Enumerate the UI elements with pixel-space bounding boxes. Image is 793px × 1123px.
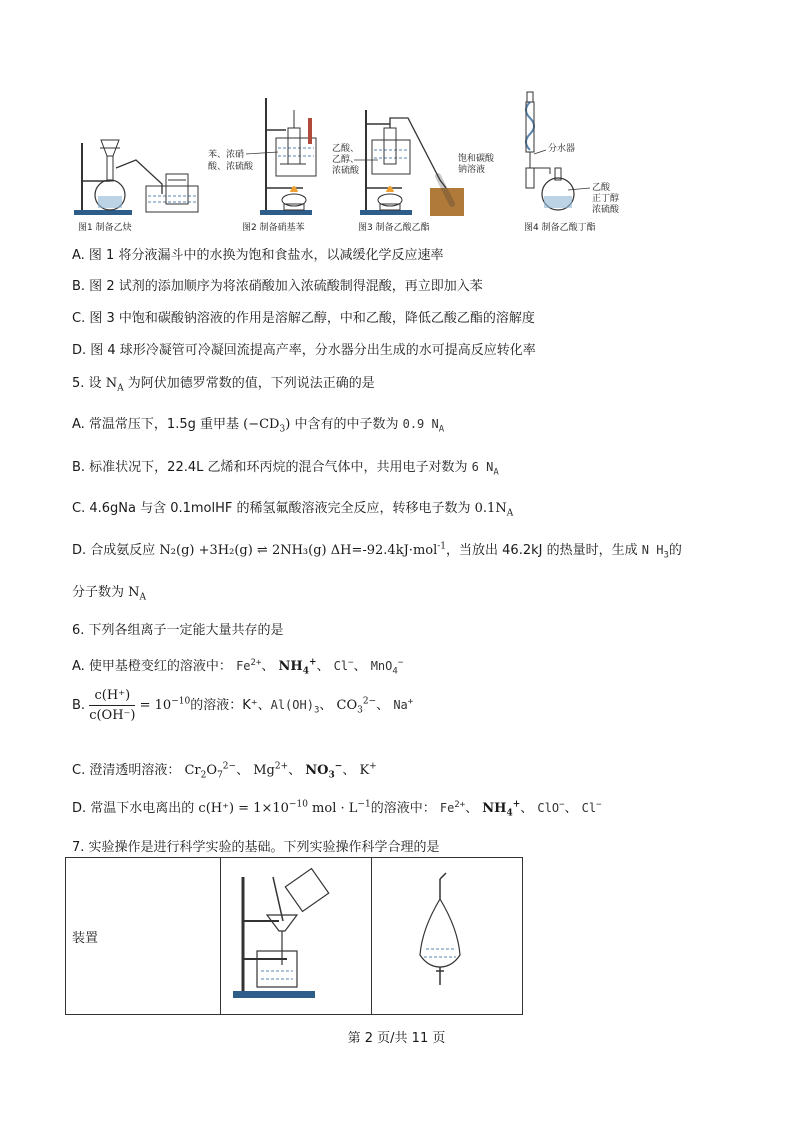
page-footer: 第 2 页/共 11 页 <box>347 1031 446 1046</box>
figure-3-label-right-2: 钠溶液 <box>458 165 486 175</box>
figure-3-label-left-3: 浓硫酸 <box>332 166 360 176</box>
q5-option-a: A. 常温常压下，1.5g 重甲基 $(-CD_3)$ 中含有的中子数为 0.9 $N_A$ <box>72 417 445 435</box>
figure-2 <box>208 88 333 236</box>
q4-option-c: C. 图 3 中饱和碳酸钠溶液的作用是溶解乙醇，中和乙酸，降低乙酸乙酯的溶解度 <box>72 311 535 326</box>
q5-option-c: C. 4.6gNa 与含 0.1molHF 的稀氢氟酸溶液完全反应，转移电子数为 $0.1N_A$ <box>72 501 514 519</box>
q6-option-c: C. 澄清透明溶液： $Cr_2O_7^{2-}$、 $Mg^{2+}$、 $NO_3^-$、 K+ <box>72 761 377 781</box>
figure-3-label-left-1: 乙酸、 <box>332 144 360 154</box>
figure-4-label-top: 分水器 <box>548 144 576 154</box>
acetylene-apparatus-drawing <box>70 88 215 223</box>
figure-1 <box>70 88 215 236</box>
separatory-funnel-drawing <box>372 859 522 1009</box>
concentration-ratio-fraction: $\frac{c(H^+)}{c(OH^-)}$ <box>89 688 136 723</box>
q4-option-d: D. 图 4 球形冷凝管可冷凝回流提高产率，分水器分出生成的水可提高反应转化率 <box>72 343 536 358</box>
q5-option-b: B. 标准状况下，22.4L 乙烯和环丙烷的混合气体中，共用电子对数为 6 $N_A$ <box>72 460 499 478</box>
q6-option-a: A. 使甲基橙变红的溶液中： $Fe^{2+}$、 $NH_4^+$、 Cl−、 MnO$_4$− <box>72 657 404 677</box>
figure-4-label-right-3: 浓硫酸 <box>592 205 620 215</box>
figure-2-caption: 图2 制备硝基苯 <box>242 223 305 233</box>
figure-3 <box>332 88 502 236</box>
figure-4-label-right-1: 乙酸 <box>592 183 611 193</box>
q6-option-d: D. 常温下水电离出的 $c(H^+) = 1\times 10^{-10}$ mol · $L^{-1}$的溶液中： $Fe^{2+}$、 $NH_4^+$、 ClO−、 Cl− <box>72 799 602 819</box>
q7-separatory-funnel-cell <box>372 858 523 1015</box>
butyl-acetate-apparatus-drawing <box>518 88 653 223</box>
q4-option-b: B. 图 2 试剂的添加顺序为将浓硝酸加入浓硫酸制得混酸，再立即加入苯 <box>72 279 483 294</box>
q7-apparatus-table <box>65 857 523 1015</box>
q6-option-b: B. $\frac{c(H^+)}{c(OH^-)}$ = $10^{-10}$的溶液：K⁺、$Al(OH)_3$、 $CO_3^{2-}$、 Na+ <box>72 688 414 723</box>
figure-2-label-1: 苯、浓硝 <box>208 150 245 160</box>
q7-filtration-cell <box>221 858 372 1015</box>
apparatus-figures <box>70 88 650 236</box>
nitrobenzene-apparatus-drawing <box>208 88 333 223</box>
q5-option-d-line2: 分子数为 $N_A$ <box>72 585 147 603</box>
figure-3-label-left-2: 乙醇、 <box>332 155 360 165</box>
q4-option-a: A. 图 1 将分液漏斗中的水换为饱和食盐水，以减缓化学反应速率 <box>72 248 444 263</box>
q5-option-d: D. 合成氨反应 N₂(g) +3H₂(g) ⇌ 2NH₃(g) ΔH=-92.4kJ·mol$^{-1}$，当放出 46.2kJ 的热量时，生成 N $H_3$的 <box>72 541 682 561</box>
q5-stem: 5. 设 $N_A$ 为阿伏加德罗常数的值，下列说法正确的是 <box>72 376 375 394</box>
q7-row-label: 装置 <box>66 858 221 1015</box>
ethyl-acetate-apparatus-drawing <box>332 88 502 223</box>
figure-1-caption: 图1 制备乙炔 <box>78 223 132 233</box>
figure-2-label-2: 酸、浓硫酸 <box>208 162 254 172</box>
figure-3-caption: 图3 制备乙酸乙酯 <box>358 223 430 233</box>
filtration-apparatus-drawing <box>221 859 371 1009</box>
figure-4-caption: 图4 制备乙酸丁酯 <box>524 223 596 233</box>
q7-stem: 7. 实验操作是进行科学实验的基础。下列实验操作科学合理的是 <box>72 840 440 855</box>
q6-stem: 6. 下列各组离子一定能大量共存的是 <box>72 623 284 638</box>
figure-4-label-right-2: 正丁醇 <box>592 194 620 204</box>
figure-3-label-right-1: 饱和碳酸 <box>458 154 495 164</box>
figure-4 <box>518 88 653 236</box>
